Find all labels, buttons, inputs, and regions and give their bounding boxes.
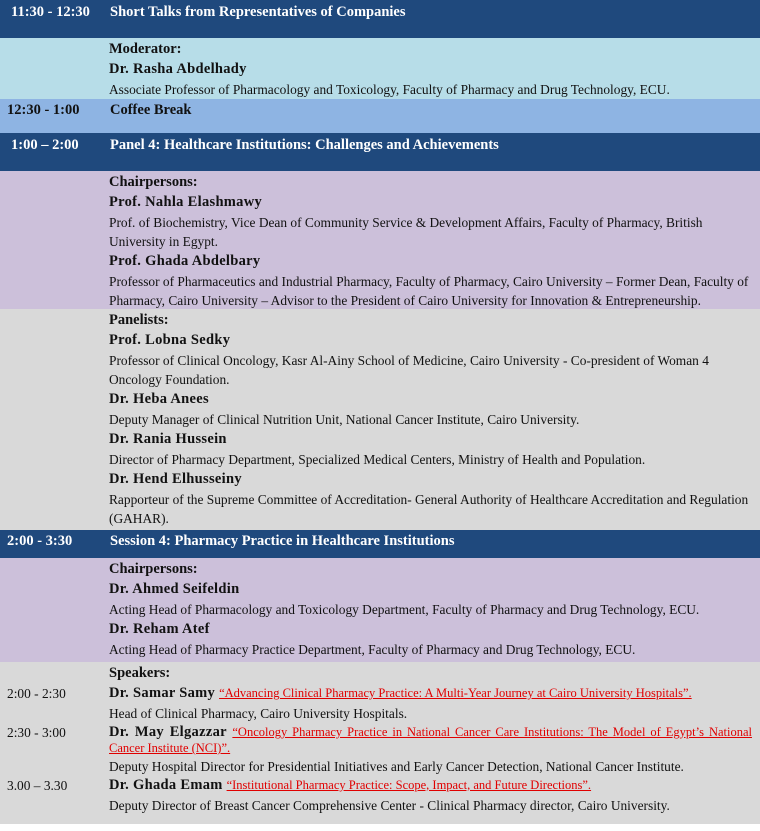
speakers-section [0,662,760,824]
speaker-name: Dr. Ghada Emam [109,777,223,793]
person-affiliation: Prof. of Biochemistry, Vice Dean of Community Service & Development Affairs, Faculty of Pharmacy, British University in Egypt. [109,215,703,249]
speaker-name: Dr. Samar Samy [109,685,216,701]
talk-title: “Institutional Pharmacy Practice: Scope, Impact, and Future Directions”. [226,778,592,792]
panelists-section [0,309,760,530]
person-affiliation: Director of Pharmacy Department, Specialized Medical Centers, Ministry of Health and Population. [109,452,646,467]
person-affiliation: Acting Head of Pharmacology and Toxicology Department, Faculty of Pharmacy and Drug Technology, ECU. [109,602,700,617]
talk-time: 3.00 – 3.30 [7,778,68,793]
person-affiliation: Professor of Pharmaceutics and Industrial Pharmacy, Faculty of Pharmacy, Cairo University – Former Dean, Faculty of Pharmacy, Cairo University – Advisor to the President of Cairo University for Innovation & Entrepreneurship. [109,274,749,308]
talk-item [109,775,752,815]
time-slot: 11:30 - 12:30 [11,4,90,20]
talk-title: “Advancing Clinical Pharmacy Practice: A Multi-Year Journey at Cairo University Hospitals”. [219,686,692,700]
role-label: Panelists: [109,312,169,328]
talk-time: 2:00 - 2:30 [7,686,66,701]
speaker-name: Dr. May Elgazzar [109,724,227,740]
person-name: Prof. Nahla Elashmawy [109,194,263,210]
person-affiliation: Acting Head of Pharmacy Practice Department, Faculty of Pharmacy and Drug Technology, ECU. [109,642,636,657]
talk-item [109,722,752,776]
talk-item [109,683,752,723]
schedule-row-short-talks [0,0,760,38]
speaker-affiliation: Deputy Director of Breast Cancer Comprehensive Center - Clinical Pharmacy director, Cairo University. [109,798,670,813]
person-name: Dr. Hend Elhusseiny [109,471,242,487]
person-affiliation: Associate Professor of Pharmacology and Toxicology, Faculty of Pharmacy and Drug Technology, ECU. [109,82,670,97]
time-slot: 2:00 - 3:30 [7,533,73,549]
session-title: Session 4: Pharmacy Practice in Healthcare Institutions [110,533,455,549]
chairpersons-section [0,171,760,309]
speaker-affiliation: Deputy Hospital Director for Presidential Initiatives and Early Cancer Detection, National Cancer Institute. [109,759,684,774]
person-affiliation: Professor of Clinical Oncology, Kasr Al-Ainy School of Medicine, Cairo University - Co-president of Woman 4 Oncology Foundation. [109,353,709,387]
session-title: Coffee Break [110,102,192,118]
moderator-section [0,38,760,99]
person-affiliation: Deputy Manager of Clinical Nutrition Unit, National Cancer Institute, Cairo University. [109,412,580,427]
person-name: Prof. Lobna Sedky [109,332,231,348]
session-title: Short Talks from Representatives of Companies [110,4,406,20]
time-slot: 12:30 - 1:00 [7,102,80,118]
person-name: Dr. Ahmed Seifeldin [109,581,240,597]
speaker-affiliation: Head of Clinical Pharmacy, Cairo University Hospitals. [109,706,408,721]
talk-time: 2:30 - 3:00 [7,725,66,740]
role-label: Chairpersons: [109,561,198,577]
person-name: Dr. Rasha Abdelhady [109,61,247,77]
session-chairpersons-section [0,558,760,662]
person-name: Dr. Rania Hussein [109,431,227,447]
role-label: Moderator: [109,41,182,57]
session-title: Panel 4: Healthcare Institutions: Challenges and Achievements [110,137,499,153]
schedule-row-panel-4 [0,133,760,171]
person-name: Dr. Reham Atef [109,621,210,637]
talk-title: “Oncology Pharmacy Practice in National Cancer Care Institutions: The Model of Egypt’s National Cancer Institute (NCI)”. [109,725,752,755]
person-name: Prof. Ghada Abdelbary [109,253,261,269]
role-label: Chairpersons: [109,174,198,190]
person-affiliation: Rapporteur of the Supreme Committee of Accreditation- General Authority of Healthcare Accreditation and Regulation (GAHAR). [109,492,749,526]
schedule-row-session-4 [0,530,760,558]
schedule-row-coffee-break [0,99,760,133]
time-slot: 1:00 – 2:00 [11,137,79,153]
role-label: Speakers: [109,665,171,681]
person-name: Dr. Heba Anees [109,391,209,407]
